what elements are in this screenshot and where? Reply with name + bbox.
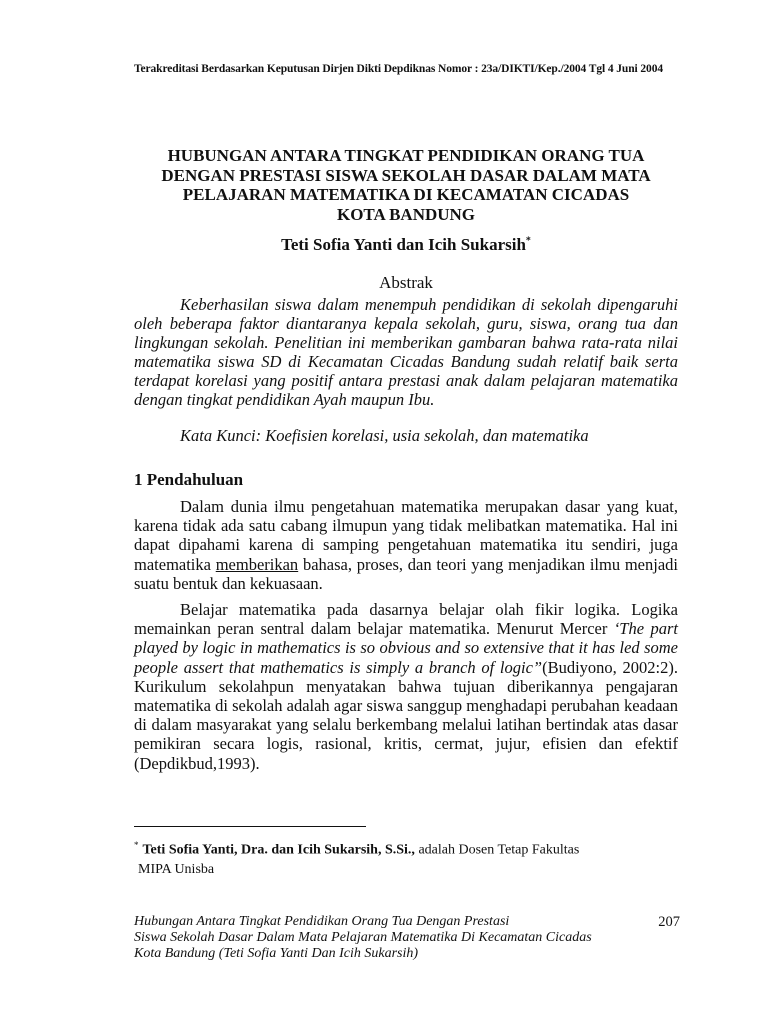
footnote-divider xyxy=(134,826,366,827)
section-heading: 1 Pendahuluan xyxy=(134,470,244,489)
footnote-names: Teti Sofia Yanti, Dra. dan Icih Sukarsih, S.Si., xyxy=(142,842,415,858)
footer-line: Kota Bandung (Teti Sofia Yanti Dan Icih Sukarsih) xyxy=(134,946,419,961)
footnote-text: adalah Dosen Tetap Fakultas xyxy=(414,842,580,858)
footnote-mark: * xyxy=(134,840,139,850)
paragraph-text: Dalam dunia ilmu pengetahuan matematika merupakan dasar yang kuat, karena tidak ada satu cabang ilmupun yang tidak melibatkan matematika. Hal ini dapat dipahami karena di samping pengetahuan matematika itu sendiri, juga matematika xyxy=(134,497,678,574)
underlined-word: memberikan xyxy=(215,554,299,574)
abstract-text: Keberhasilan siswa dalam menempuh pendidikan di sekolah dipengaruhi oleh beberapa faktor diantaranya kepala sekolah, guru, siswa, orang tua dan lingkungan sekolah. Penelitian ini memberikan gambaran bahwa rata-rata nilai matematika siswa SD di Kecamatan Cicadas Bandung sudah relatif baik serta terdapat korelasi yang positif antara prestasi anak dalam pelajaran matematika dengan tingkat pendidikan Ayah maupun Ibu. xyxy=(134,295,678,409)
title-line: DENGAN PRESTASI SISWA SEKOLAH DASAR DALAM MATA xyxy=(161,165,651,185)
footnote-line: MIPA Unisba xyxy=(138,861,215,877)
author-footnote-mark: * xyxy=(525,235,531,247)
title-line: HUBUNGAN ANTARA TINGKAT PENDIDIKAN ORANG TUA xyxy=(167,146,645,165)
title-line: PELAJARAN MATEMATIKA DI KECAMATAN CICADAS xyxy=(182,185,630,204)
title-line: KOTA BANDUNG xyxy=(336,204,476,224)
page-number: 207 xyxy=(658,914,680,930)
footer-line: Hubungan Antara Tingkat Pendidikan Orang Tua Dengan Prestasi xyxy=(134,914,510,929)
author-names: Teti Sofia Yanti dan Icih Sukarsih xyxy=(281,235,526,254)
paragraph-text: bahasa, proses, dan teori yang menjadikan ilmu menjadi suatu bentuk dan kekuasaan. xyxy=(134,554,678,593)
keywords: Kata Kunci: Koefisien korelasi, usia sekolah, dan matematika xyxy=(180,426,589,445)
paragraph xyxy=(134,497,678,593)
italic-quote: ‘The part played by logic in mathematics is so obvious and so extensive that it has led some people assert that mathematics is simply a branch of logic” xyxy=(134,619,678,677)
abstract-heading: Abstrak xyxy=(379,273,433,292)
paragraph-text: (Budiyono, 2002:2). Kurikulum sekolahpun menyatakan bahwa tujuan diberikannya pengajaran matematika di sekolah adalah agar siswa sanggup menghadapi perubahan keadaan di dalam masyarakat yang selalu berkembang melalui latihan bertindak atas dasar pemikiran secara logis, rasional, kritis, cermat, jujur, efisien dan efektif (Depdikbud,1993). xyxy=(134,657,678,773)
footer-line: Siswa Sekolah Dasar Dalam Mata Pelajaran Matematika Di Kecamatan Cicadas xyxy=(134,930,592,945)
footnote-line xyxy=(134,836,678,860)
authors xyxy=(134,235,678,255)
paper-title xyxy=(134,146,678,224)
footnote xyxy=(134,836,678,879)
paragraph xyxy=(134,600,678,773)
accreditation-note: Terakreditasi Berdasarkan Keputusan Dirjen Dikti Depdiknas Nomor : 23a/DIKTI/Kep./2004 Tgl 4 Juni 2004 xyxy=(134,63,663,75)
paragraph-text: Belajar matematika pada dasarnya belajar olah fikir logika. Logika memainkan peran sentral dalam belajar matematika. Menurut Mercer xyxy=(134,600,678,639)
running-footer xyxy=(134,914,614,962)
